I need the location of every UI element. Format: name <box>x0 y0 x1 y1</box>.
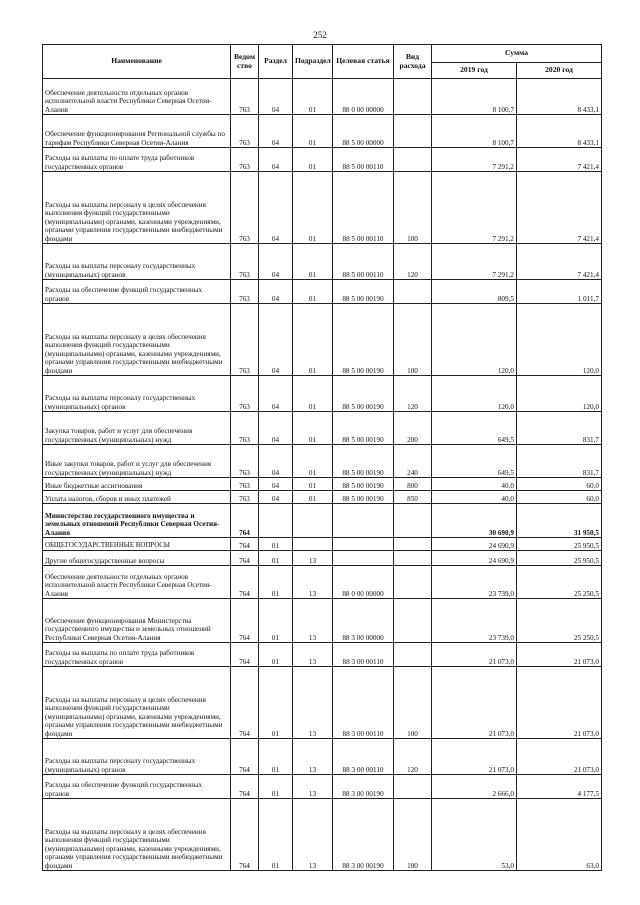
cell-raz: 04 <box>259 115 293 148</box>
cell-name: Обеспечение деятельности отдельных органов исполнительной власти Республики Северная Осетия-Алания <box>43 79 231 115</box>
cell-name: Иные бюджетные ассигнования <box>43 478 231 491</box>
cell-ved: 764 <box>231 504 259 538</box>
cell-s2019: 21 073,0 <box>432 643 517 667</box>
cell-s2019: 809,5 <box>432 280 517 304</box>
cell-name: Расходы на выплаты персоналу в целях обеспечения выполнения функций государственными (муниципальными) органами, казенными учреждениями, органами управления государственными внебюджетными фондами <box>43 304 231 376</box>
cell-s2020: 21 073,0 <box>517 667 602 739</box>
cell-vid: 100 <box>394 172 432 244</box>
cell-pod: 13 <box>293 667 333 739</box>
cell-vid: 850 <box>394 491 432 504</box>
cell-pod: 13 <box>293 566 333 599</box>
cell-raz: 01 <box>259 599 293 643</box>
cell-vid <box>394 775 432 799</box>
cell-ved: 763 <box>231 172 259 244</box>
cell-raz: 04 <box>259 280 293 304</box>
cell-name: Расходы на выплаты по оплате труда работников государственных органов <box>43 643 231 667</box>
table-row <box>43 504 602 538</box>
cell-pod: 01 <box>293 445 333 478</box>
cell-s2020: 60,0 <box>517 491 602 504</box>
cell-cel: 88 5 00 00190 <box>333 478 394 491</box>
cell-vid: 120 <box>394 739 432 775</box>
cell-s2019: 8 100,7 <box>432 115 517 148</box>
cell-ved: 763 <box>231 412 259 445</box>
cell-cel <box>333 538 394 551</box>
cell-raz: 01 <box>259 643 293 667</box>
cell-name: Расходы на выплаты персоналу в целях обеспечения выполнения функций государственными (муниципальными) органами, казенными учреждениями, органами управления государственными внебюджетными фондами <box>43 799 231 871</box>
cell-s2020: 7 421,4 <box>517 148 602 172</box>
cell-s2020: 7 421,4 <box>517 172 602 244</box>
cell-name: Расходы на обеспечение функций государственных органов <box>43 775 231 799</box>
cell-ved: 763 <box>231 148 259 172</box>
cell-cel: 88 3 00 00190 <box>333 799 394 871</box>
cell-pod: 01 <box>293 478 333 491</box>
table-row <box>43 667 602 739</box>
table-row <box>43 280 602 304</box>
table-row <box>43 244 602 280</box>
cell-ved: 764 <box>231 667 259 739</box>
table-row <box>43 739 602 775</box>
table-row <box>43 599 602 643</box>
cell-s2019: 21 073,0 <box>432 667 517 739</box>
table-header <box>43 45 602 79</box>
header-year-2020: 2020 год <box>517 63 602 79</box>
cell-pod: 13 <box>293 775 333 799</box>
cell-pod: 13 <box>293 799 333 871</box>
table-row <box>43 172 602 244</box>
cell-s2019: 40,0 <box>432 491 517 504</box>
cell-name: Обеспечение функционирования Региональной службы по тарифам Республики Северная Осетия-Алания <box>43 115 231 148</box>
cell-name: Расходы на выплаты персоналу государственных (муниципальных) органов <box>43 739 231 775</box>
cell-pod: 01 <box>293 491 333 504</box>
header-vid-rashoda: Вид расхода <box>394 45 432 79</box>
cell-name: ОБЩЕГОСУДАРСТВЕННЫЕ ВОПРОСЫ <box>43 538 231 551</box>
cell-pod: 01 <box>293 304 333 376</box>
cell-s2020: 1 011,7 <box>517 280 602 304</box>
cell-ved: 763 <box>231 79 259 115</box>
table-row <box>43 412 602 445</box>
cell-vid <box>394 538 432 551</box>
table-row <box>43 538 602 551</box>
cell-s2019: 8 100,7 <box>432 79 517 115</box>
cell-pod <box>293 504 333 538</box>
cell-pod: 01 <box>293 244 333 280</box>
cell-ved: 764 <box>231 599 259 643</box>
cell-ved: 764 <box>231 799 259 871</box>
cell-s2020: 120,0 <box>517 304 602 376</box>
cell-cel: 88 5 00 00190 <box>333 412 394 445</box>
cell-s2020: 25 250,5 <box>517 599 602 643</box>
cell-raz: 01 <box>259 667 293 739</box>
cell-vid: 800 <box>394 478 432 491</box>
cell-raz: 01 <box>259 566 293 599</box>
cell-cel: 88 5 00 00190 <box>333 491 394 504</box>
cell-pod: 01 <box>293 79 333 115</box>
cell-raz: 04 <box>259 172 293 244</box>
cell-pod: 01 <box>293 280 333 304</box>
cell-vid <box>394 643 432 667</box>
table-row <box>43 79 602 115</box>
table-row <box>43 115 602 148</box>
table-body <box>43 79 602 871</box>
cell-s2020: 25 250,5 <box>517 566 602 599</box>
cell-ved: 763 <box>231 445 259 478</box>
cell-s2020: 25 950,5 <box>517 538 602 551</box>
cell-name: Министерство государственного имущества и земельных отношений Республики Северная Осетия-Алания <box>43 504 231 538</box>
cell-cel: 88 0 00 00000 <box>333 79 394 115</box>
cell-ved: 763 <box>231 478 259 491</box>
cell-vid <box>394 79 432 115</box>
cell-cel <box>333 504 394 538</box>
table-row <box>43 304 602 376</box>
cell-name: Другие общегосударственные вопросы <box>43 551 231 566</box>
header-razdel: Раздел <box>259 45 293 79</box>
cell-raz: 04 <box>259 445 293 478</box>
cell-cel: 88 5 00 00190 <box>333 304 394 376</box>
cell-name: Уплата налогов, сборов и иных платежей <box>43 491 231 504</box>
cell-name: Расходы на выплаты персоналу в целях обеспечения выполнения функций государственными (муниципальными) органами, казенными учреждениями, органами управления государственными внебюджетными фондами <box>43 667 231 739</box>
cell-pod: 01 <box>293 412 333 445</box>
cell-s2020: 31 950,5 <box>517 504 602 538</box>
cell-s2020: 63,0 <box>517 799 602 871</box>
cell-name: Расходы на выплаты персоналу в целях обеспечения выполнения функций государственными (муниципальными) органами, казенными учреждениями, органами управления государственными внебюджетными фондами <box>43 172 231 244</box>
cell-vid: 240 <box>394 445 432 478</box>
cell-vid <box>394 551 432 566</box>
cell-s2019: 7 291,2 <box>432 172 517 244</box>
cell-cel: 88 3 00 00110 <box>333 667 394 739</box>
cell-s2020: 25 950,5 <box>517 551 602 566</box>
cell-pod: 01 <box>293 172 333 244</box>
table-row <box>43 566 602 599</box>
cell-raz: 04 <box>259 304 293 376</box>
cell-raz: 01 <box>259 799 293 871</box>
header-podrazdel: Подраздел <box>293 45 333 79</box>
cell-vid <box>394 504 432 538</box>
cell-s2019: 7 291,2 <box>432 244 517 280</box>
cell-ved: 764 <box>231 775 259 799</box>
cell-vid <box>394 566 432 599</box>
cell-cel: 88 0 00 00000 <box>333 566 394 599</box>
cell-s2019: 53,0 <box>432 799 517 871</box>
cell-s2019: 24 690,9 <box>432 551 517 566</box>
cell-cel: 88 5 00 00190 <box>333 376 394 412</box>
cell-s2020: 60,0 <box>517 478 602 491</box>
table-row <box>43 445 602 478</box>
cell-vid: 100 <box>394 304 432 376</box>
cell-raz: 04 <box>259 491 293 504</box>
cell-vid <box>394 599 432 643</box>
cell-ved: 763 <box>231 304 259 376</box>
cell-pod: 01 <box>293 148 333 172</box>
cell-s2020: 120,0 <box>517 376 602 412</box>
cell-cel: 88 3 00 00110 <box>333 739 394 775</box>
cell-raz: 01 <box>259 538 293 551</box>
cell-ved: 764 <box>231 551 259 566</box>
cell-raz: 04 <box>259 412 293 445</box>
cell-vid: 100 <box>394 799 432 871</box>
cell-name: Расходы на выплаты по оплате труда работников государственных органов <box>43 148 231 172</box>
cell-cel: 88 5 00 00190 <box>333 280 394 304</box>
cell-vid: 120 <box>394 244 432 280</box>
header-year-2019: 2019 год <box>432 63 517 79</box>
cell-raz: 01 <box>259 551 293 566</box>
cell-raz: 04 <box>259 478 293 491</box>
table-row <box>43 491 602 504</box>
cell-cel: 88 5 00 00110 <box>333 244 394 280</box>
cell-pod: 13 <box>293 599 333 643</box>
cell-name: Обеспечение деятельности отдельных органов исполнительной власти Республики Северная Осетия-Алания <box>43 566 231 599</box>
table-row <box>43 376 602 412</box>
header-summa: Сумма <box>432 45 602 63</box>
cell-cel: 88 3 00 00110 <box>333 643 394 667</box>
cell-cel: 88 5 00 00110 <box>333 172 394 244</box>
cell-pod <box>293 538 333 551</box>
header-celevaya-statya: Целевая статья <box>333 45 394 79</box>
cell-pod: 01 <box>293 115 333 148</box>
cell-s2019: 21 073,0 <box>432 739 517 775</box>
cell-cel: 88 3 00 00190 <box>333 775 394 799</box>
cell-ved: 763 <box>231 244 259 280</box>
cell-s2020: 8 433,1 <box>517 79 602 115</box>
table-row <box>43 799 602 871</box>
cell-s2020: 4 177,5 <box>517 775 602 799</box>
cell-ved: 764 <box>231 643 259 667</box>
cell-ved: 763 <box>231 376 259 412</box>
cell-s2019: 24 690,9 <box>432 538 517 551</box>
cell-s2019: 30 690,9 <box>432 504 517 538</box>
cell-ved: 763 <box>231 115 259 148</box>
cell-s2020: 21 073,0 <box>517 643 602 667</box>
cell-raz: 04 <box>259 244 293 280</box>
cell-s2019: 2 666,0 <box>432 775 517 799</box>
cell-ved: 764 <box>231 538 259 551</box>
cell-ved: 763 <box>231 280 259 304</box>
cell-vid: 100 <box>394 667 432 739</box>
cell-name: Иные закупки товаров, работ и услуг для обеспечения государственных (муниципальных) нужд <box>43 445 231 478</box>
cell-s2019: 120,0 <box>432 376 517 412</box>
table-row <box>43 643 602 667</box>
cell-s2019: 23 739,0 <box>432 566 517 599</box>
header-name: Наименование <box>43 45 231 79</box>
cell-s2019: 23 739,0 <box>432 599 517 643</box>
cell-s2019: 649,5 <box>432 445 517 478</box>
cell-raz: 04 <box>259 376 293 412</box>
cell-vid <box>394 280 432 304</box>
cell-name: Обеспечение функционирования Министерства государственного имущества и земельных отношений Республики Северная Осетия-Алания <box>43 599 231 643</box>
cell-ved: 763 <box>231 491 259 504</box>
cell-pod: 13 <box>293 643 333 667</box>
budget-table <box>42 44 602 871</box>
cell-s2020: 21 073,0 <box>517 739 602 775</box>
cell-pod: 13 <box>293 739 333 775</box>
cell-s2020: 831,7 <box>517 445 602 478</box>
cell-cel: 88 5 00 00190 <box>333 445 394 478</box>
cell-s2019: 7 291,2 <box>432 148 517 172</box>
cell-s2019: 40,0 <box>432 478 517 491</box>
cell-s2020: 831,7 <box>517 412 602 445</box>
cell-vid: 200 <box>394 412 432 445</box>
cell-raz: 01 <box>259 739 293 775</box>
cell-cel <box>333 551 394 566</box>
cell-cel: 88 5 00 00000 <box>333 115 394 148</box>
cell-pod: 01 <box>293 376 333 412</box>
cell-raz: 01 <box>259 775 293 799</box>
cell-cel: 88 5 00 00110 <box>333 148 394 172</box>
cell-raz: 04 <box>259 148 293 172</box>
header-vedomstvo: Ведом ство <box>231 45 259 79</box>
cell-vid: 120 <box>394 376 432 412</box>
cell-s2020: 8 433,1 <box>517 115 602 148</box>
cell-name: Расходы на обеспечение функций государственных органов <box>43 280 231 304</box>
cell-name: Расходы на выплаты персоналу государственных (муниципальных) органов <box>43 244 231 280</box>
table-row <box>43 551 602 566</box>
page-number: 252 <box>313 30 327 40</box>
table-row <box>43 148 602 172</box>
cell-ved: 764 <box>231 739 259 775</box>
cell-s2019: 120,0 <box>432 304 517 376</box>
cell-vid <box>394 115 432 148</box>
cell-ved: 764 <box>231 566 259 599</box>
cell-vid <box>394 148 432 172</box>
cell-pod: 13 <box>293 551 333 566</box>
cell-name: Расходы на выплаты персоналу государственных (муниципальных) органов <box>43 376 231 412</box>
cell-cel: 88 3 00 00000 <box>333 599 394 643</box>
cell-name: Закупка товаров, работ и услуг для обеспечения государственных (муниципальных) нужд <box>43 412 231 445</box>
table-row <box>43 775 602 799</box>
cell-s2019: 649,5 <box>432 412 517 445</box>
cell-s2020: 7 421,4 <box>517 244 602 280</box>
table-row <box>43 478 602 491</box>
cell-raz: 04 <box>259 79 293 115</box>
cell-raz <box>259 504 293 538</box>
